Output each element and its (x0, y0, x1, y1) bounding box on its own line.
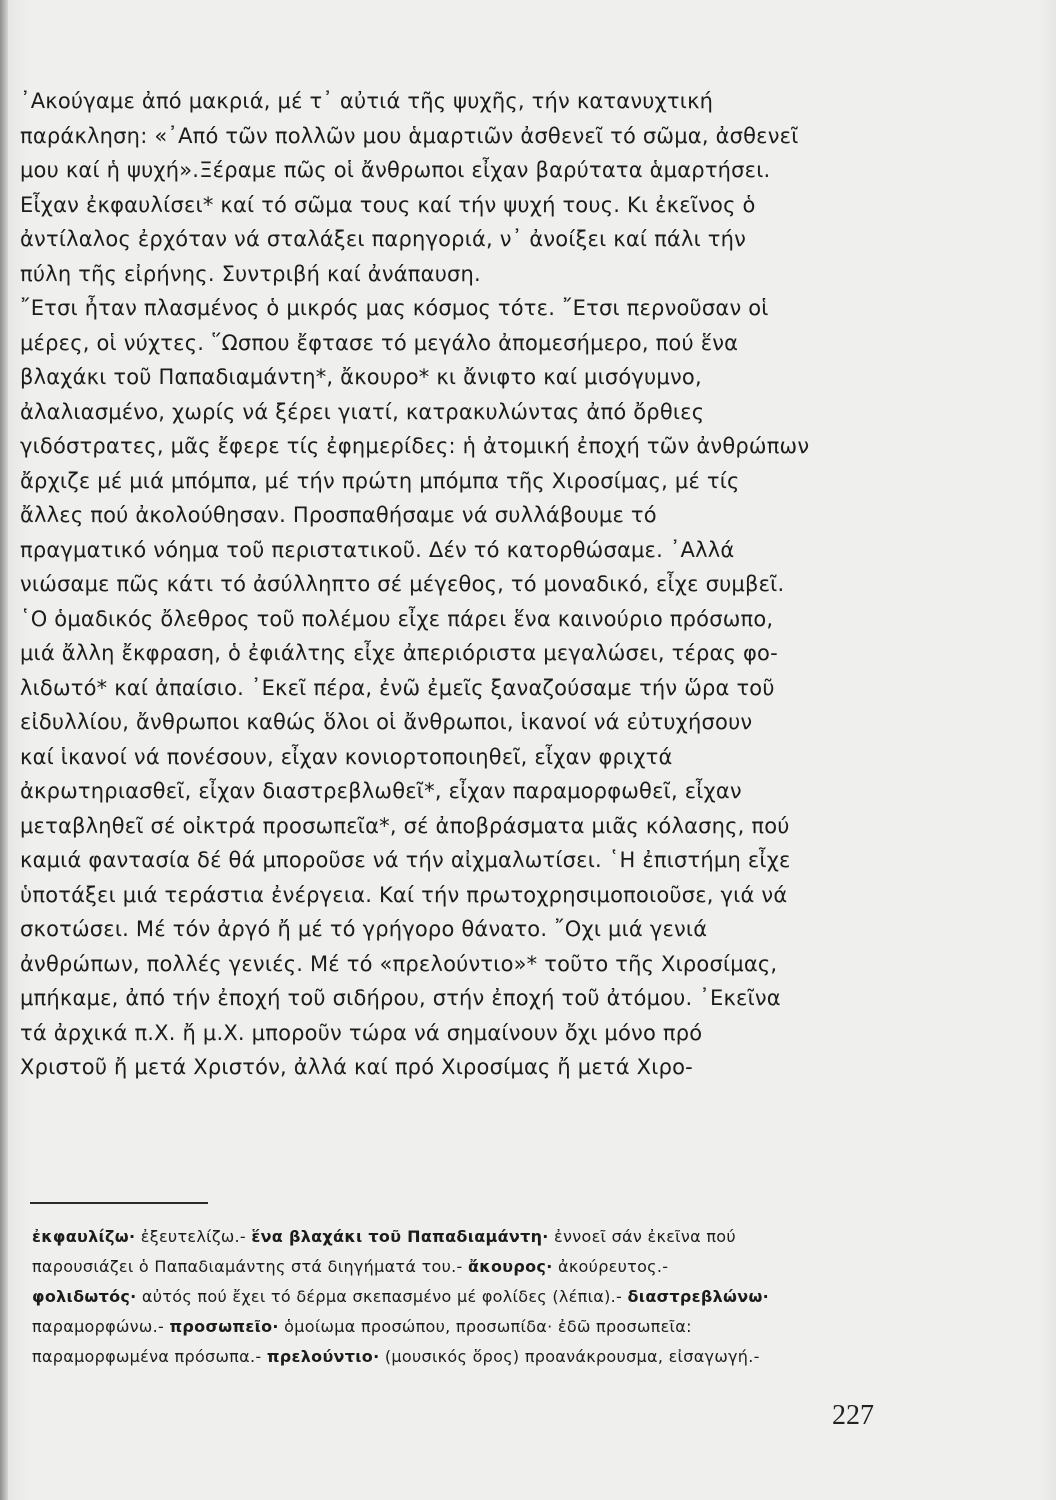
page-number: 227 (832, 1400, 874, 1431)
binding-edge (0, 0, 8, 1500)
footnote-definition: αὐτός πού ἔχει τό δέρμα σκεπασμένο μέ φολίδες (λέπια).- (136, 1287, 628, 1306)
text-line: βλαχάκι τοῦ Παπαδιαμάντη*, ἄκουρο* κι ἄνιφτο καί μισόγυμνο, (20, 365, 702, 389)
footnote-definition: (μουσικός ὅρος) προανάκρουσμα, εἰσαγωγή.- (379, 1347, 760, 1366)
text-line: πύλη τῆς εἰρήνης. Συντριβή καί ἀνάπαυση. (20, 261, 481, 286)
footnote-line (32, 1252, 892, 1282)
text-line: λιδωτό* καί ἀπαίσιο. ᾿Εκεῖ πέρα, ἐνῶ ἐμεῖς ξαναζούσαμε τήν ὥρα τοῦ (20, 675, 775, 700)
text-line: Χριστοῦ ἤ μετά Χριστόν, ἀλλά καί πρό Χιροσίμας ἤ μετά Χιρο- (20, 1055, 693, 1079)
text-line: παράκληση: «᾿Από τῶν πολλῶν μου ἁμαρτιῶν ἀσθενεῖ τό σῶμα, ἀσθενεῖ (20, 123, 799, 148)
footnote-term: ἐκφαυλίζω· (32, 1227, 136, 1246)
text-line: μπήκαμε, ἀπό τήν ἐποχή τοῦ σιδήρου, στήν ἐποχή τοῦ ἀτόμου. ᾿Εκεῖνα (20, 986, 781, 1010)
text-line: ἀντίλαλος ἐρχόταν νά σταλάξει παρηγοριά, ν᾿ ἀνοίξει καί πάλι τήν (20, 227, 747, 251)
text-line: σκοτώσει. Μέ τόν ἀργό ἤ μέ τό γρήγορο θάνατο. ῎Οχι μιά γενιά (20, 917, 708, 941)
text-line: ῎Ετσι ἦταν πλασμένος ὁ μικρός μας κόσμος τότε. ῎Ετσι περνοῦσαν οἱ (20, 296, 769, 320)
text-line: ἄλλες πού ἀκολούθησαν. Προσπαθήσαμε νά συλλάβουμε τό (20, 503, 657, 527)
footnote-definition: ὁμοίωμα προσώπου, προσωπίδα· ἐδῶ προσωπεῖα: (278, 1317, 692, 1336)
footnote-definition: παραμορφώνω.- (32, 1317, 170, 1336)
text-line: ἀλαλιασμένο, χωρίς νά ξέρει γιατί, κατρακυλώντας ἀπό ὄρθιες (20, 399, 705, 424)
footnote-definition: ἐννοεῖ σάν ἐκεῖνα πού (548, 1227, 736, 1246)
main-text (20, 84, 870, 1085)
text-line: μιά ἄλλη ἔκφραση, ὁ ἐφιάλτης εἶχε ἀπεριόριστα μεγαλώσει, τέρας φο- (20, 641, 778, 665)
footnotes (32, 1222, 892, 1372)
text-line: Εἶχαν ἐκφαυλίσει* καί τό σῶμα τους καί τήν ψυχή τους. Κι ἐκεῖνος ὁ (20, 192, 756, 217)
text-line: μου καί ἡ ψυχή».Ξέραμε πῶς οἱ ἄνθρωποι εἶχαν βαρύτατα ἁμαρτήσει. (20, 158, 771, 182)
footnote-term: φολιδωτός· (32, 1287, 137, 1306)
footnote-line (32, 1342, 892, 1372)
footnote-term: πρελούντιο· (266, 1347, 380, 1366)
text-line: γιδόστρατες, μᾶς ἔφερε τίς ἐφημερίδες: ἡ ἀτομική ἐποχή τῶν ἀνθρώπων (20, 434, 810, 458)
text-line: νιώσαμε πῶς κάτι τό ἀσύλληπτο σέ μέγεθος, τό μοναδικό, εἶχε συμβεῖ. (20, 572, 785, 596)
text-line: μεταβληθεῖ σέ οἰκτρά προσωπεῖα*, σέ ἀποβράσματα μιᾶς κόλασης, πού (20, 813, 790, 838)
footnote-line (32, 1282, 892, 1312)
footnote-line (32, 1312, 892, 1342)
text-line: καί ἱκανοί νά πονέσουν, εἶχαν κονιορτοποιηθεῖ, εἶχαν φριχτά (20, 744, 673, 769)
text-line: ἄρχιζε μέ μιά μπόμπα, μέ τήν πρώτη μπόμπα τῆς Χιροσίμας, μέ τίς (20, 468, 740, 493)
text-line: μέρες, οἱ νύχτες. ῞Ωσπου ἔφτασε τό μεγάλο ἀπομεσήμερο, πού ἕνα (20, 330, 739, 355)
text-line: ᾿Ακούγαμε ἀπό μακριά, μέ τ᾿ αὐτιά τῆς ψυχῆς, τήν κατανυχτική (20, 89, 714, 113)
footnote-definition: παρουσιάζει ὁ Παπαδιαμάντης στά διηγήματά του.- (32, 1257, 469, 1276)
text-line: ὑποτάξει μιά τεράστια ἐνέργεια. Καί τήν πρωτοχρησιμοποιοῦσε, γιά νά (20, 882, 788, 907)
footnote-definition: ἀκούρευτος.- (552, 1257, 669, 1276)
text-line: ῾Ο ὁμαδικός ὄλεθρος τοῦ πολέμου εἶχε πάρει ἕνα καινούριο πρόσωπο, (20, 606, 774, 631)
footnote-definition: παραμορφωμένα πρόσωπα.- (32, 1347, 267, 1366)
text-line: τά ἀρχικά π.Χ. ἤ μ.Χ. μποροῦν τώρα νά σημαίνουν ὄχι μόνο πρό (20, 1020, 703, 1045)
footnote-term: προσωπεῖο· (169, 1317, 279, 1336)
text-line: πραγματικό νόημα τοῦ περιστατικοῦ. Δέν τό κατορθώσαμε. ᾿Αλλά (20, 537, 735, 562)
text-line: εἰδυλλίου, ἄνθρωποι καθώς ὅλοι οἱ ἄνθρωποι, ἱκανοί νά εὐτυχήσουν (20, 710, 753, 734)
footnote-line (32, 1222, 892, 1252)
footnote-definition: ἐξευτελίζω.- (135, 1227, 252, 1246)
footnote-term: διαστρεβλώνω· (627, 1287, 770, 1306)
text-line: ἀκρωτηριασθεῖ, εἶχαν διαστρεβλωθεῖ*, εἶχαν παραμορφωθεῖ, εἶχαν (20, 779, 742, 803)
footnote-term: ἕνα βλαχάκι τοῦ Παπαδιαμάντη· (251, 1227, 549, 1246)
footnote-term: ἄκουρος· (468, 1257, 553, 1276)
footnote-rule (30, 1202, 208, 1204)
text-line: ἀνθρώπων, πολλές γενιές. Μέ τό «πρελούντιο»* τοῦτο τῆς Χιροσίμας, (20, 951, 778, 976)
text-line: καμιά φαντασία δέ θά μποροῦσε νά τήν αἰχμαλωτίσει. ῾Η ἐπιστήμη εἶχε (20, 848, 791, 872)
